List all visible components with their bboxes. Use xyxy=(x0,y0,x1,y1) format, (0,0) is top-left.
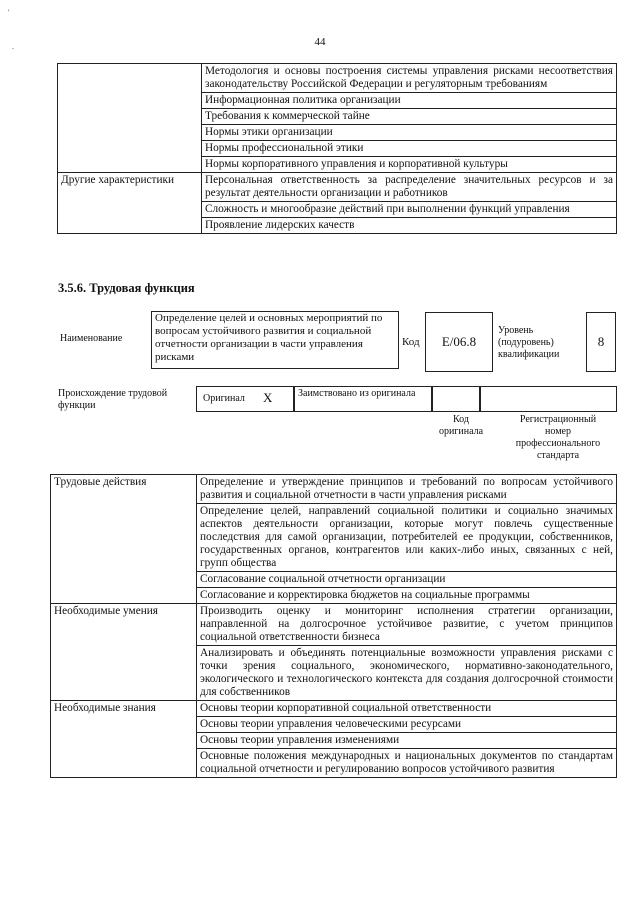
origin-label: Происхождение трудовой функции xyxy=(58,388,168,411)
other-row: Проявление лидерских качеств xyxy=(202,218,617,234)
action-row: Согласование и корректировка бюджетов на социальные программы xyxy=(197,588,617,604)
knowledge-item: Основные положения международных и национальных документов по стандартам социальной отчетности и регулированию вопросов устойчивого развития xyxy=(197,749,617,778)
function-name: Определение целей и основных мероприятий по вопросам устойчивого развития и социальной отчетности организации в части управления рисками xyxy=(151,311,399,369)
knowledge-row: Информационная политика организации xyxy=(202,93,617,109)
empty-label-cell xyxy=(58,64,202,173)
level-value: 8 xyxy=(586,312,616,372)
other-characteristics-label: Другие характеристики xyxy=(58,173,202,234)
original-cell xyxy=(196,386,295,412)
action-row: Определение целей, направлений социальной политики и социально значимых аспектов деятельности организации, которые могут повлечь существенные последствия для самой организации, потребителей ее продукции, собственников, государственных органов, контрагентов или каких-либо иных, связанных с ней, групп общества xyxy=(197,504,617,572)
skill-row: Анализировать и объединять потенциальные возможности управления рисками с точки зрения социального, экономического, нормативно-законодательного, экологического и технологического контекста для создания долгосрочной стоимости для собственников xyxy=(197,646,617,701)
reg-number-caption: Регистрационный номер профессионального стандарта xyxy=(515,414,601,461)
scan-mark: . xyxy=(12,42,14,51)
knowledge-row: Требования к коммерческой тайне xyxy=(202,109,617,125)
name-label: Наименование xyxy=(60,333,123,344)
origin-code-cell xyxy=(431,386,481,412)
reg-number-cell xyxy=(479,386,617,412)
other-row: Персональная ответственность за распределение значительных ресурсов и за результат деятельности организации и работников xyxy=(202,173,617,202)
knowledge-label: Необходимые знания xyxy=(51,701,197,778)
code-label: Код xyxy=(402,336,420,348)
knowledge-item: Основы теории управления изменениями xyxy=(197,733,617,749)
knowledge-row: Нормы этики организации xyxy=(202,125,617,141)
skill-row: Производить оценку и мониторинг исполнения стратегии организации, направленной на долгосрочное устойчивое развитие, с учетом принципов социальной ответственности бизнеса xyxy=(197,604,617,646)
skills-label: Необходимые умения xyxy=(51,604,197,701)
borrowed-label: Заимствовано из оригинала xyxy=(298,388,416,399)
knowledge-row: Методология и основы построения системы управления рисками несоответствия законодательству Российской Федерации и регуляторным требованиям xyxy=(202,64,617,93)
section-title: 3.5.6. Трудовая функция xyxy=(58,281,195,295)
scan-mark: ' xyxy=(8,8,10,17)
knowledge-item: Основы теории управления человеческими ресурсами xyxy=(197,717,617,733)
action-row: Определение и утверждение принципов и требований по вопросам устойчивого развития и социальной отчетности в части управления рисками xyxy=(197,475,617,504)
page-number: 44 xyxy=(314,36,326,48)
other-row: Сложность и многообразие действий при выполнении функций управления xyxy=(202,202,617,218)
action-row: Согласование социальной отчетности организации xyxy=(197,572,617,588)
level-label: Уровень (подуровень) квалификации xyxy=(498,325,560,360)
knowledge-row: Нормы профессиональной этики xyxy=(202,141,617,157)
original-mark: X xyxy=(263,390,273,405)
continued-table xyxy=(57,63,617,234)
knowledge-item: Основы теории корпоративной социальной ответственности xyxy=(197,701,617,717)
origin-code-caption: Код оригинала xyxy=(438,414,484,437)
original-label: Оригинал xyxy=(203,393,245,404)
actions-label: Трудовые действия xyxy=(51,475,197,604)
borrowed-cell xyxy=(293,386,433,412)
knowledge-row: Нормы корпоративного управления и корпоративной культуры xyxy=(202,157,617,173)
function-table xyxy=(50,474,617,778)
code-value: E/06.8 xyxy=(425,312,493,372)
